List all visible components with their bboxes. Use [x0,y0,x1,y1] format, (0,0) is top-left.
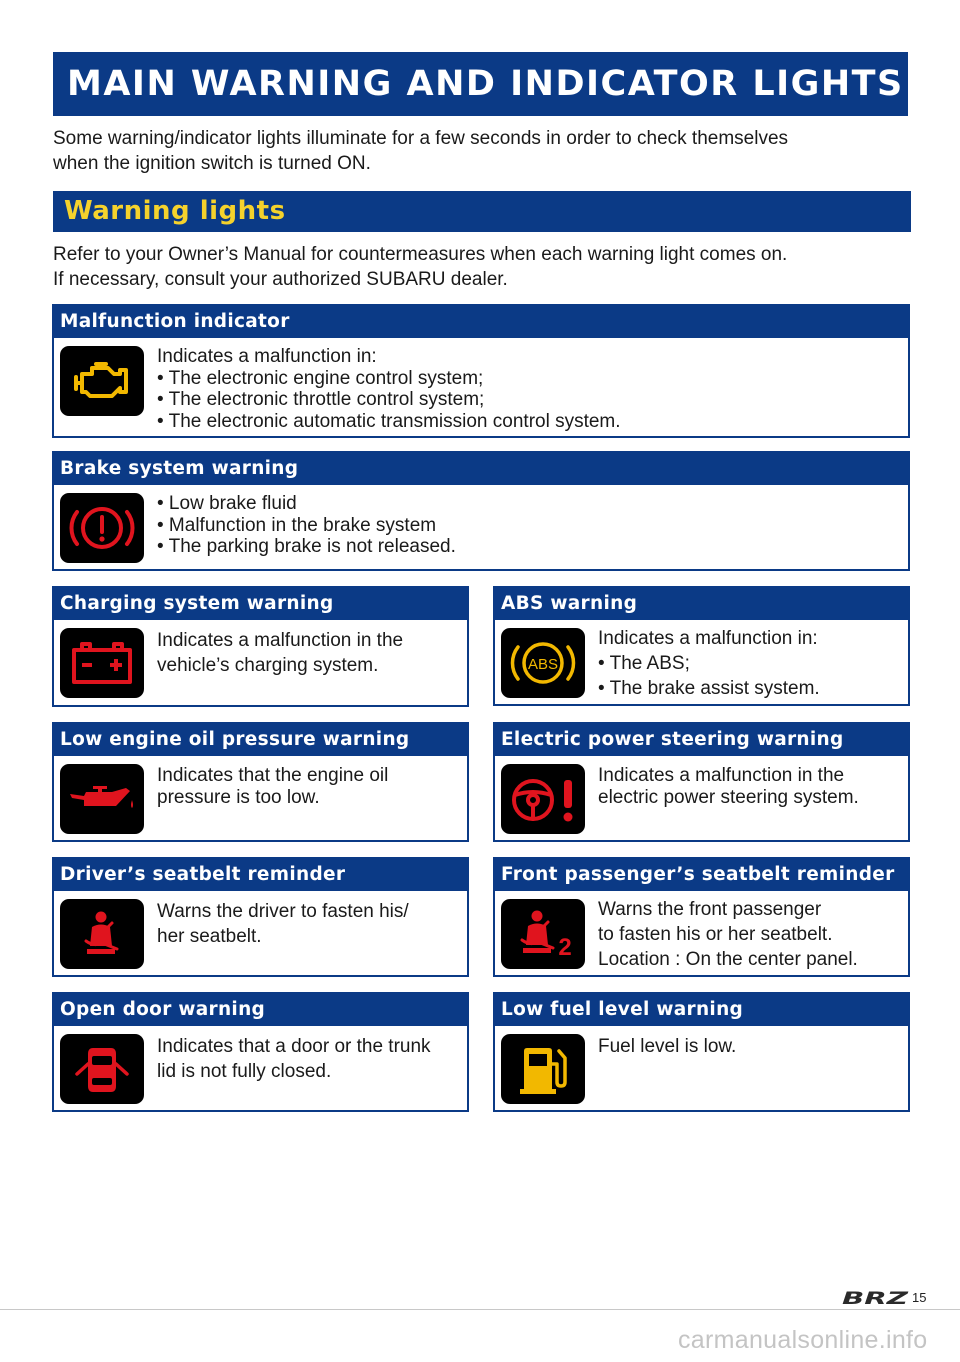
page-title: MAIN WARNING AND INDICATOR LIGHTS [53,52,908,116]
warning-box-open-door [52,992,469,1112]
warning-description: Indicates a malfunction in the electric power steering system. [598,765,859,808]
oil-can-icon [60,764,144,834]
warning-description: • Low brake fluid • Malfunction in the brake system • The parking brake is not released. [157,493,456,557]
check-engine-icon [60,346,144,416]
watermark: carmanualsonline.info [678,1326,928,1354]
warning-title: ABS warning [495,588,908,620]
warning-title: Open door warning [54,994,467,1026]
warning-description: Warns the driver to fasten his/ her seatbelt. [157,901,409,947]
warning-description: Warns the front passenger to fasten his or her seatbelt. Location : On the center panel. [598,899,858,970]
abs-icon-label: ABS [527,656,559,673]
warning-title: Electric power steering warning [495,724,908,756]
brand-logo [842,1289,910,1312]
warning-title: Low engine oil pressure warning [54,724,467,756]
warning-title: Brake system warning [54,453,908,485]
svg-text:BRZ: BRZ [842,1289,910,1307]
warning-description: Indicates a malfunction in: • The ABS; • The brake assist system. [598,628,820,699]
passenger-seatbelt-icon [501,899,585,969]
page-number: 15 [912,1290,927,1305]
fuel-pump-icon [501,1034,585,1104]
abs-icon [501,628,585,698]
warning-box-malfunction [52,304,910,438]
steering-wheel-warning-icon [501,764,585,834]
warning-description: Indicates that a door or the trunk lid is not fully closed. [157,1036,431,1082]
brake-warning-icon [60,493,144,563]
warning-title: Malfunction indicator [54,306,908,338]
warning-box-charging [52,586,469,707]
footer-divider [0,1309,960,1310]
warning-box-power-steering [493,722,910,842]
passenger-icon-label: 2 [558,934,572,961]
warning-box-abs [493,586,910,706]
warning-box-brake [52,451,910,571]
warning-title: Low fuel level warning [495,994,908,1026]
warning-box-low-fuel [493,992,910,1112]
intro-text: Some warning/indicator lights illuminate for a few seconds in order to check themselves when the ignition switch is turned ON. [53,128,789,174]
warning-box-oil-pressure [52,722,469,842]
warning-description: Fuel level is low. [598,1036,737,1057]
warning-box-passenger-seatbelt [493,857,910,977]
seatbelt-icon [60,899,144,969]
warning-description: Indicates a malfunction in: • The electronic engine control system; • The electronic throttle control system; • The electronic automatic transmission control system. [157,346,621,432]
section-intro-text: Refer to your Owner’s Manual for countermeasures when each warning light comes on. If necessary, consult your authorized SUBARU dealer. [53,244,788,290]
warning-box-driver-seatbelt [52,857,469,977]
warning-title: Front passenger’s seatbelt reminder [495,859,908,891]
open-door-icon [60,1034,144,1104]
battery-icon [60,628,144,698]
warning-description: Indicates that the engine oil pressure is too low. [157,765,389,808]
warning-title: Driver’s seatbelt reminder [54,859,467,891]
section-title: Warning lights [53,191,911,232]
warning-title: Charging system warning [54,588,467,620]
warning-description: Indicates a malfunction in the vehicle’s charging system. [157,630,404,676]
